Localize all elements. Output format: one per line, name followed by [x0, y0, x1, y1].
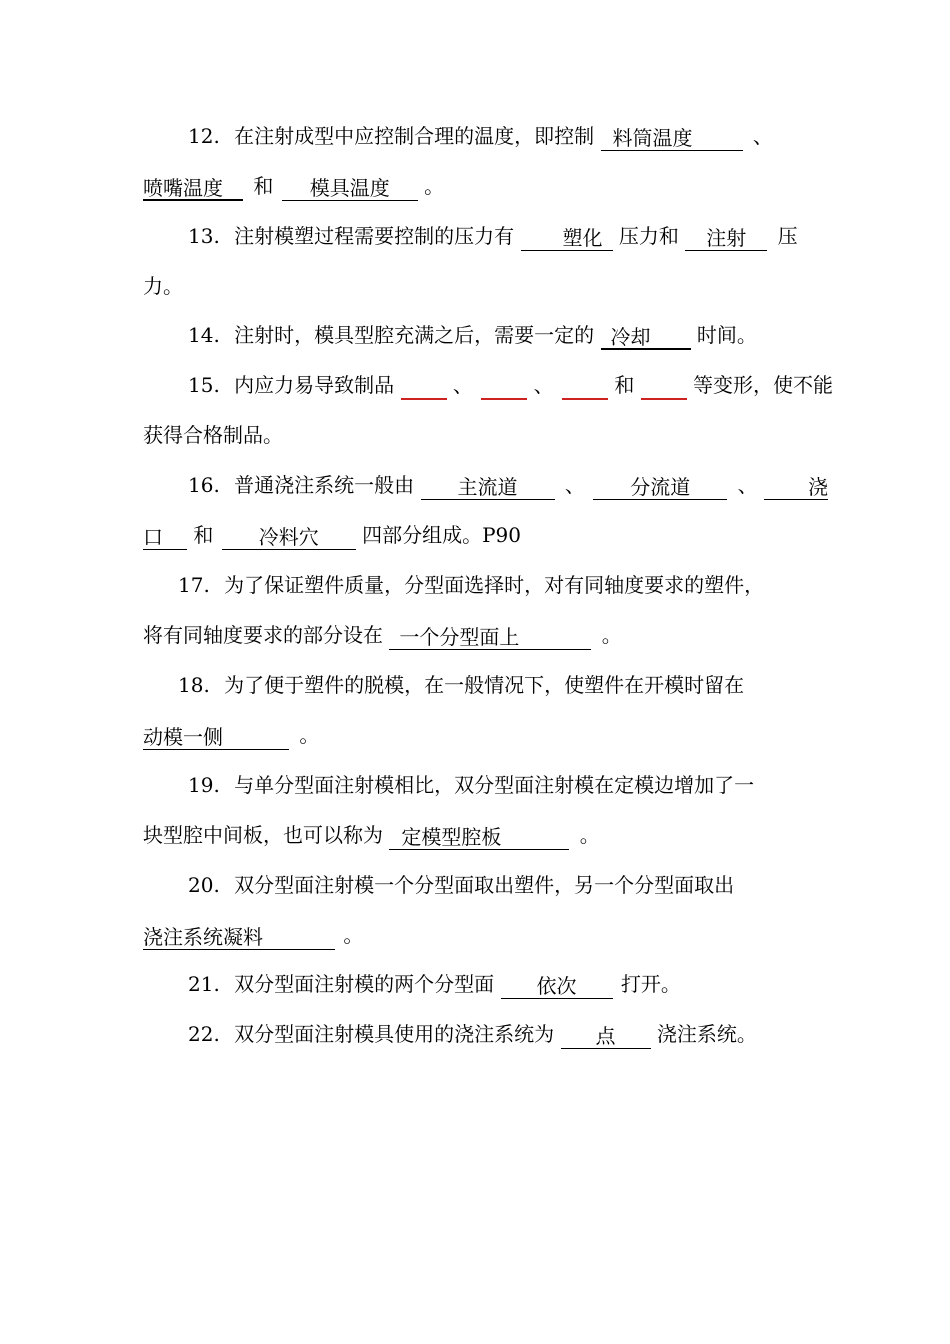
question-13-text: 注射模塑过程需要控制的压力有	[234, 224, 515, 248]
question-17-text: 为了保证塑件质量，分型面选择时，对有同轴度要求的塑件，	[224, 573, 765, 597]
question-20-answer-1: 浇注系统凝料	[143, 924, 335, 950]
question-13-text-3: 压	[777, 224, 798, 248]
question-21-text: 双分型面注射模的两个分型面	[234, 972, 495, 996]
question-16-separator-1: 、	[564, 473, 585, 497]
question-12-line-2	[143, 169, 444, 203]
question-12-answer-1: 料筒温度	[601, 125, 743, 151]
question-18-line-1	[178, 668, 744, 702]
question-21-line	[188, 967, 681, 1001]
question-16-answer-1: 主流道	[421, 474, 555, 500]
question-22-line	[188, 1017, 757, 1051]
question-14-number: 14.	[188, 323, 220, 347]
question-12-separator: 、	[752, 124, 773, 148]
question-16-text-3: 四部分组成。P90	[362, 523, 521, 547]
question-20-line-1	[188, 868, 734, 902]
question-18-line-2	[143, 718, 319, 752]
question-13-answer-2: 注射	[685, 225, 767, 251]
question-14-answer-1: 冷却	[601, 324, 691, 350]
question-18-number: 18.	[178, 673, 210, 697]
question-15-line-1	[188, 368, 833, 402]
question-18-end: 。	[299, 723, 320, 747]
question-22-answer-1: 点	[561, 1023, 651, 1049]
question-12-number: 12.	[188, 124, 220, 148]
question-17-text-2: 将有同轴度要求的部分设在	[143, 623, 383, 647]
question-13-number: 13.	[188, 224, 220, 248]
question-13-answer-1: 塑化	[521, 225, 613, 251]
question-21-answer-1: 依次	[501, 973, 613, 999]
question-15-number: 15.	[188, 373, 220, 397]
question-15-blank-3	[562, 374, 608, 400]
question-22-number: 22.	[188, 1022, 220, 1046]
question-17-answer-1: 一个分型面上	[389, 624, 591, 650]
question-19-end: 。	[579, 823, 600, 847]
question-12-answer-2: 喷嘴温度	[143, 175, 243, 201]
question-13-text-4: 力。	[143, 274, 183, 298]
question-20-number: 20.	[188, 873, 220, 897]
question-16-line-1	[188, 468, 828, 502]
question-17-end: 。	[601, 623, 622, 647]
question-15-text: 内应力易导致制品	[234, 373, 395, 397]
question-19-number: 19.	[188, 773, 220, 797]
question-17-number: 17.	[178, 573, 210, 597]
question-15-blank-2	[481, 374, 527, 400]
question-19-text: 与单分型面注射模相比，双分型面注射模在定模边增加了一	[234, 773, 755, 797]
question-19-line-2	[143, 818, 600, 852]
question-13-line-1	[188, 219, 798, 253]
question-15-separator-2: 、	[533, 373, 554, 397]
question-17-line-1	[178, 568, 764, 602]
question-14-text: 注射时，模具型腔充满之后，需要一定的	[234, 323, 595, 347]
question-13-line-2	[143, 269, 183, 303]
question-19-line-1	[188, 768, 754, 802]
question-12-answer-3: 模具温度	[282, 175, 418, 201]
question-21-number: 21.	[188, 972, 220, 996]
question-12-end: 。	[424, 174, 445, 198]
question-17-line-2	[143, 618, 622, 652]
question-16-answer-2: 分流道	[593, 474, 727, 500]
question-15-separator-1: 、	[452, 373, 473, 397]
question-12-line-1	[188, 119, 773, 153]
question-16-answer-3b: 口	[143, 524, 187, 550]
question-12-text-2: 和	[253, 174, 274, 198]
question-19-text-2: 块型腔中间板，也可以称为	[143, 823, 383, 847]
question-15-line-2	[143, 418, 283, 452]
question-14-text-2: 时间。	[696, 323, 757, 347]
question-16-text-2: 和	[193, 523, 214, 547]
question-16-answer-3a: 浇	[764, 474, 828, 500]
question-22-text: 双分型面注射模具使用的浇注系统为	[234, 1022, 555, 1046]
question-16-answer-4: 冷料穴	[222, 524, 356, 550]
question-18-text: 为了便于塑件的脱模，在一般情况下，使塑件在开模时留在	[224, 673, 745, 697]
question-15-text-2: 和	[614, 373, 635, 397]
question-20-text: 双分型面注射模一个分型面取出塑件，另一个分型面取出	[234, 873, 735, 897]
question-22-text-2: 浇注系统。	[656, 1022, 757, 1046]
question-16-text: 普通浇注系统一般由	[234, 473, 415, 497]
question-16-line-2	[143, 518, 521, 552]
question-16-number: 16.	[188, 473, 220, 497]
question-13-text-2: 压力和	[618, 224, 679, 248]
question-15-blank-1	[401, 374, 447, 400]
question-15-text-4: 获得合格制品。	[143, 423, 283, 447]
question-16-separator-2: 、	[737, 473, 758, 497]
question-20-end: 。	[343, 923, 364, 947]
question-21-text-2: 打开。	[620, 972, 681, 996]
question-18-answer-1: 动模一侧	[143, 724, 289, 750]
question-20-line-2	[143, 918, 363, 952]
question-12-text: 在注射成型中应控制合理的温度，即控制	[234, 124, 595, 148]
question-14-line	[188, 318, 757, 352]
question-15-blank-4	[641, 374, 687, 400]
question-19-answer-1: 定模型腔板	[389, 824, 569, 850]
question-15-text-3: 等变形，使不能	[693, 373, 834, 397]
